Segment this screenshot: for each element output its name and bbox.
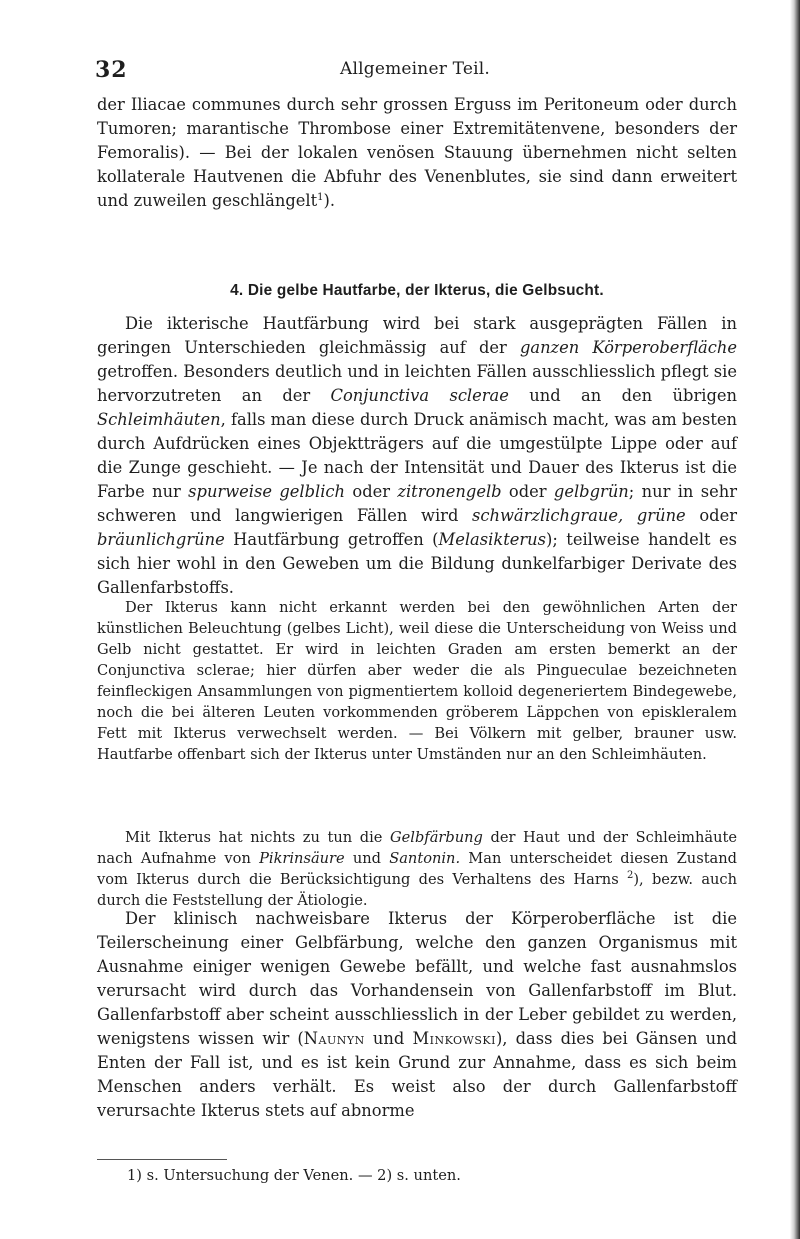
page-edge-shadow (790, 0, 800, 1239)
paragraph: Mit Ikterus hat nichts zu tun die Gelbfärbung der Haut und der Schleimhäute nach Aufnahme von Pikrinsäure und Santonin. Man unterscheidet diesen Zustand vom Ikterus durch die Berücksichtigung des Verhaltens des Harns $^2$), bezw. auch durch die Feststellung der Ätiologie. (97, 829, 737, 909)
paragraph-icterus-intro (97, 312, 737, 600)
footnotes: 1) s. Untersuchung der Venen. — 2) s. unten. (127, 1167, 461, 1184)
paragraph-bile-pigment (97, 907, 737, 1123)
paragraph: Die ikterische Hautfärbung wird bei stark ausgeprägten Fällen in geringen Unterschieden gleichmässig auf der ganzen Körperoberfläche getroffen. Besonders deutlich und in leichten Fällen ausschliesslich pflegt sie hervorzutreten an der Conjunctiva sclerae und an den übrigen Schleimhäuten, falls man diese durch Druck anämisch macht, was am besten durch Aufdrücken eines Objektträgers auf die umgestülpte Lippe oder auf die Zunge geschieht. — Je nach der Intensität und Dauer des Ikterus ist die Farbe nur spurweise gelblich oder zitronengelb oder gelbgrün; nur in sehr schweren und langwierigen Fällen wird schwärzlichgraue, grüne oder bräunlichgrüne Hautfärbung getroffen (Melasikterus); teilweise handelt es sich hier wohl in den Geweben um die Bildung dunkelfarbiger Derivate des Gallenfarbstoffs. (97, 314, 738, 597)
paragraph: Der klinisch nachweisbare Ikterus der Körperoberfläche ist die Teilerscheinung einer Gelbfärbung, welche den ganzen Organismus mit Ausnahme einiger wenigen Gewebe befällt, und welche fast ausnahmslos verursacht wird durch das Vorhandensein von Gallenfarbstoff im Blut. Gallenfarbstoff aber scheint ausschliesslich in der Leber gebildet zu werden, wenigstens wissen wir (Naunyn und Minkowski), dass dies bei Gänsen und Enten der Fall ist, und es ist kein Grund zur Annahme, dass es sich beim Menschen anders verhält. Es weist also der durch Gallenfarbstoff verursachte Ikterus stets auf abnorme (97, 909, 738, 1120)
small-print-paragraph-1 (97, 597, 737, 765)
running-head: Allgemeiner Teil. (339, 59, 490, 79)
paragraph-continuation (97, 93, 737, 213)
small-print-paragraph-2 (97, 827, 737, 911)
footnote-divider (97, 1159, 227, 1160)
page-number: 32 (95, 57, 128, 83)
page-header (95, 57, 735, 87)
footnote-ref-1: 1 (317, 192, 324, 203)
footnote-ref-2: 2 (626, 870, 634, 881)
paragraph: Der Ikterus kann nicht erkannt werden bei den gewöhnlichen Arten der künstlichen Beleuchtung (gelbes Licht), weil diese die Unterscheidung von Weiss und Gelb nicht gestattet. Er wird in leichten Graden am ersten bemerkt an der Conjunctiva sclerae; hier dürfen aber weder die als Pingueculae bezeichneten feinfleckigen Ansammlungen von pigmentiertem kolloid degeneriertem Bindegewebe, noch die bei älteren Leuten vorkommenden gröberem Läppchen von episkleralem Fett mit Ikterus verwechselt werden. — Bei Völkern mit gelber, brauner usw. Hautfarbe offenbart sich der Ikterus unter Umständen nur an den Schleimhäuten. (97, 599, 737, 763)
paragraph: der Iliacae communes durch sehr grossen Erguss im Peritoneum oder durch Tumoren; marantische Thrombose einer Extremitätenvene, besonders der Femoralis). — Bei der lokalen venösen Stauung übernehmen nicht selten kollaterale Hautvenen die Abfuhr des Venenblutes, sie sind dann erweitert und zuweilen geschlängelt$^1$). (97, 95, 737, 210)
section-heading: 4. Die gelbe Hautfarbe, der Ikterus, die Gelbsucht. (230, 282, 604, 299)
